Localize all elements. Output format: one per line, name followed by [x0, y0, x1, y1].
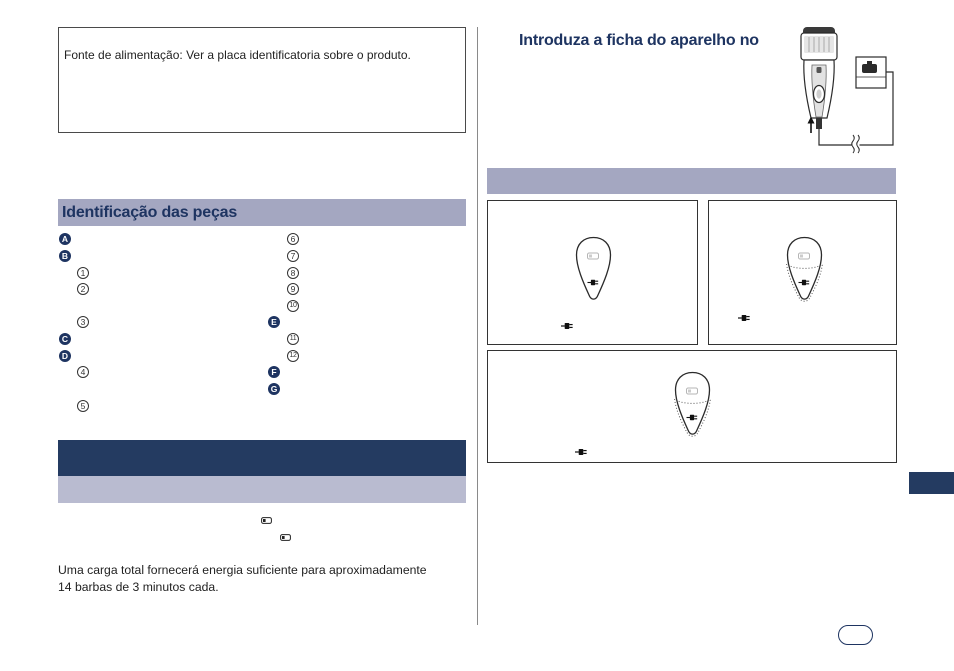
battery-icon [280, 534, 291, 541]
part-number-8: 8 [287, 267, 299, 279]
charging-status-panel [487, 200, 698, 345]
part-marker-f: F [268, 366, 280, 378]
parts-section-title: Identificação das peças [62, 204, 238, 221]
language-tab [909, 472, 954, 494]
power-supply-text: Fonte de alimentação: Ver a placa identificatoria sobre o produto. [64, 48, 411, 62]
part-marker-g: G [268, 383, 280, 395]
charging-complete-panel [708, 200, 897, 345]
column-divider [477, 27, 478, 625]
part-number-2: 2 [77, 283, 89, 295]
shaver-cord-outlet-icon [795, 25, 907, 155]
low-battery-panel [487, 350, 897, 463]
part-number-3: 3 [77, 316, 89, 328]
charge-capacity-note: Uma carga total fornecerá energia suficiente para aproximadamente [58, 563, 427, 577]
insert-arrow-icon [808, 117, 815, 134]
part-marker-c: C [59, 333, 71, 345]
part-number-7: 7 [287, 250, 299, 262]
plug-icon [575, 448, 587, 456]
shaver-base-indicator-blinking-icon [674, 371, 711, 438]
part-number-11: 11 [287, 333, 299, 345]
shaver-head [801, 27, 837, 60]
charging-section-header [58, 440, 466, 476]
part-marker-e: E [268, 316, 280, 328]
plug-in-heading: Introduza a ficha do aparelho no [519, 32, 759, 49]
part-marker-d: D [59, 350, 71, 362]
part-number-10: 10 [287, 300, 299, 312]
wall-outlet-icon [856, 57, 886, 88]
power-supply-box [58, 27, 466, 133]
shaver-base-indicator-blinking-icon [786, 236, 823, 303]
charging-subsection-header [58, 476, 466, 503]
part-number-6: 6 [287, 233, 299, 245]
part-marker-a: A [59, 233, 71, 245]
charge-capacity-note-continued: 14 barbas de 3 minutos cada. [58, 580, 219, 594]
charge-indicator-section-header [487, 168, 896, 194]
plug-icon [738, 314, 750, 322]
shaver-base-indicator-icon [575, 236, 612, 303]
part-number-12: 12 [287, 350, 299, 362]
parts-section-header [58, 199, 466, 226]
part-number-9: 9 [287, 283, 299, 295]
part-number-4: 4 [77, 366, 89, 378]
part-marker-b: B [59, 250, 71, 262]
page-number-badge [838, 625, 873, 645]
battery-icon [261, 517, 272, 524]
part-number-1: 1 [77, 267, 89, 279]
plug-icon [561, 322, 573, 330]
part-number-5: 5 [77, 400, 89, 412]
shaver-body [804, 60, 834, 129]
